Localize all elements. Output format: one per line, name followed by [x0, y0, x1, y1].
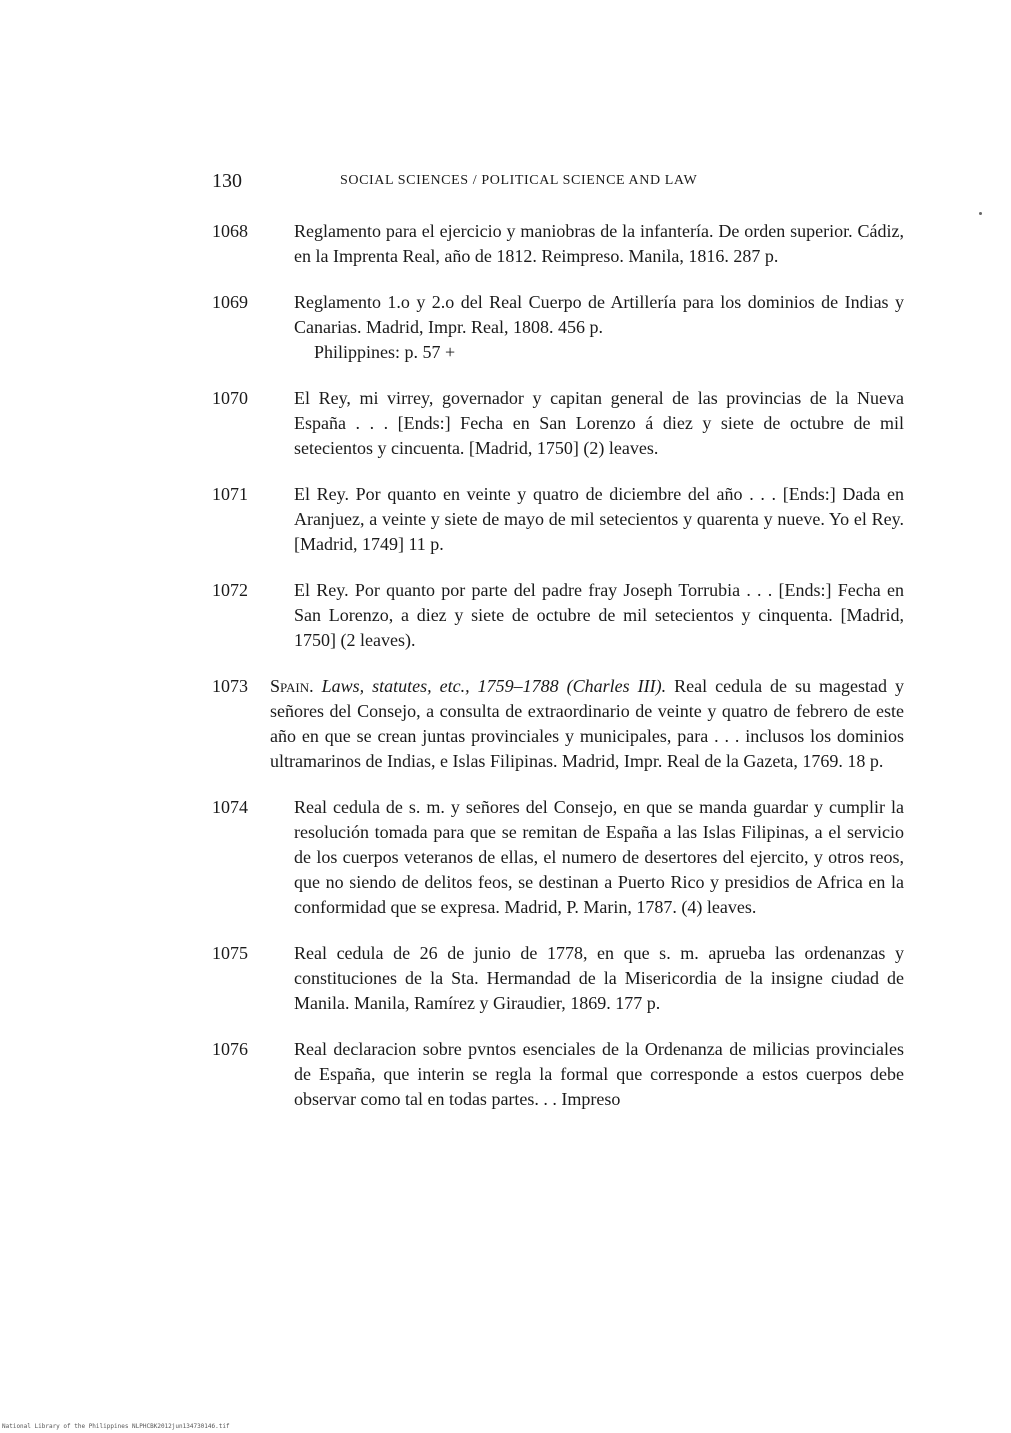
- entry-text: Real declaracion sobre pvntos esenciales de la Ordenanza de milicias provinciales de España, que interin se regla la formal que corresponde a estos cuerpos debe observar como tal en todas partes. . . Impreso: [294, 1039, 904, 1109]
- entry-1070: [212, 386, 912, 461]
- scan-footer: National Library of the Philippines NLPHCBK2012jun13473014б.tif: [2, 1423, 230, 1430]
- print-speck: [979, 212, 982, 215]
- entry-1069: [212, 290, 912, 365]
- entry-number: 1075: [212, 943, 248, 963]
- entry-number: 1073: [212, 676, 248, 696]
- entry-text: Real cedula de 26 de junio de 1778, en que s. m. aprueba las ordenanzas y constituciones de la Sta. Hermandad de la Misericordia de la insigne ciudad de Manila. Manila, Ramírez y Giraudier, 1869. 177 p.: [294, 943, 904, 1013]
- entry-number: 1068: [212, 221, 248, 241]
- page-number: 130: [212, 170, 242, 192]
- entry-number: 1074: [212, 797, 248, 817]
- entry-number: 1069: [212, 292, 248, 312]
- entry-1074: [212, 795, 912, 920]
- entry-number: 1071: [212, 484, 248, 504]
- entry-text: El Rey, mi virrey, governador y capitan general de las provincias de la Nueva España . . . [Ends:] Fecha en San Lorenzo á diez y siete de octubre de mil setecientos y cincuenta. [Madrid, 1750] (2) leaves.: [294, 388, 904, 458]
- entry-1075: [212, 941, 912, 1016]
- entry-text: Reglamento para el ejercicio y maniobras de la infantería. De orden superior. Cádiz, en la Imprenta Real, año de 1812. Reimpreso. Manila, 1816. 287 p.: [294, 221, 904, 266]
- entry-number: 1070: [212, 388, 248, 408]
- entry-text: Reglamento 1.o y 2.o del Real Cuerpo de Artillería para los dominios de Indias y Canarias. Madrid, Impr. Real, 1808. 456 p.: [294, 292, 904, 337]
- entry-1071: [212, 482, 912, 557]
- entry-text: El Rey. Por quanto en veinte y quatro de diciembre del año . . . [Ends:] Dada en Aranjuez, a veinte y siete de mayo de mil setecientos y quarenta y nueve. Yo el Rey. [Madrid, 1749] 11 p.: [294, 484, 904, 554]
- bibliography-entries: [212, 219, 912, 1133]
- entry-note: Philippines: p. 57 +: [314, 342, 456, 362]
- page-header: [212, 170, 912, 194]
- entry-number: 1072: [212, 580, 248, 600]
- entry-uniform-title: Laws, statutes, etc., 1759–1788 (Charles III).: [321, 676, 667, 696]
- entry-text: El Rey. Por quanto por parte del padre fray Joseph Torrubia . . . [Ends:] Fecha en San Lorenzo, a diez y siete de octubre de mil setecientos y cinquenta. [Madrid, 1750] (2 leaves).: [294, 580, 904, 650]
- entry-1076: [212, 1037, 912, 1112]
- entry-text: Real cedula de s. m. y señores del Consejo, en que se manda guardar y cumplir la resolución tomada para que se remitan de España a las Islas Filipinas, a el servicio de los cuerpos veteranos de ellas, el numero de desertores del ejercito, y otros reos, que no siendo de delitos feos, se destinan a Puerto Rico y presidios de Africa en la conformidad que se expresa. Madrid, P. Marin, 1787. (4) leaves.: [294, 797, 904, 917]
- running-head: SOCIAL SCIENCES / POLITICAL SCIENCE AND LAW: [340, 173, 698, 188]
- entry-1073: [212, 674, 912, 774]
- entry-1068: [212, 219, 912, 269]
- entry-author: Spain.: [270, 676, 314, 696]
- entry-text-block: [294, 290, 904, 365]
- entry-number: 1076: [212, 1039, 248, 1059]
- entry-text-block: [270, 674, 904, 774]
- entry-text: Real cedula de su magestad y señores del Consejo, a consulta de extraordinario de veinte y quatro de febrero de este año en que se crean juntas provinciales y municipales, para . . . inclusos los dominios ultramarinos de Indias, e Islas Filipinas. Madrid, Impr. Real de la Gazeta, 1769. 18 p.: [270, 676, 904, 771]
- entry-1072: [212, 578, 912, 653]
